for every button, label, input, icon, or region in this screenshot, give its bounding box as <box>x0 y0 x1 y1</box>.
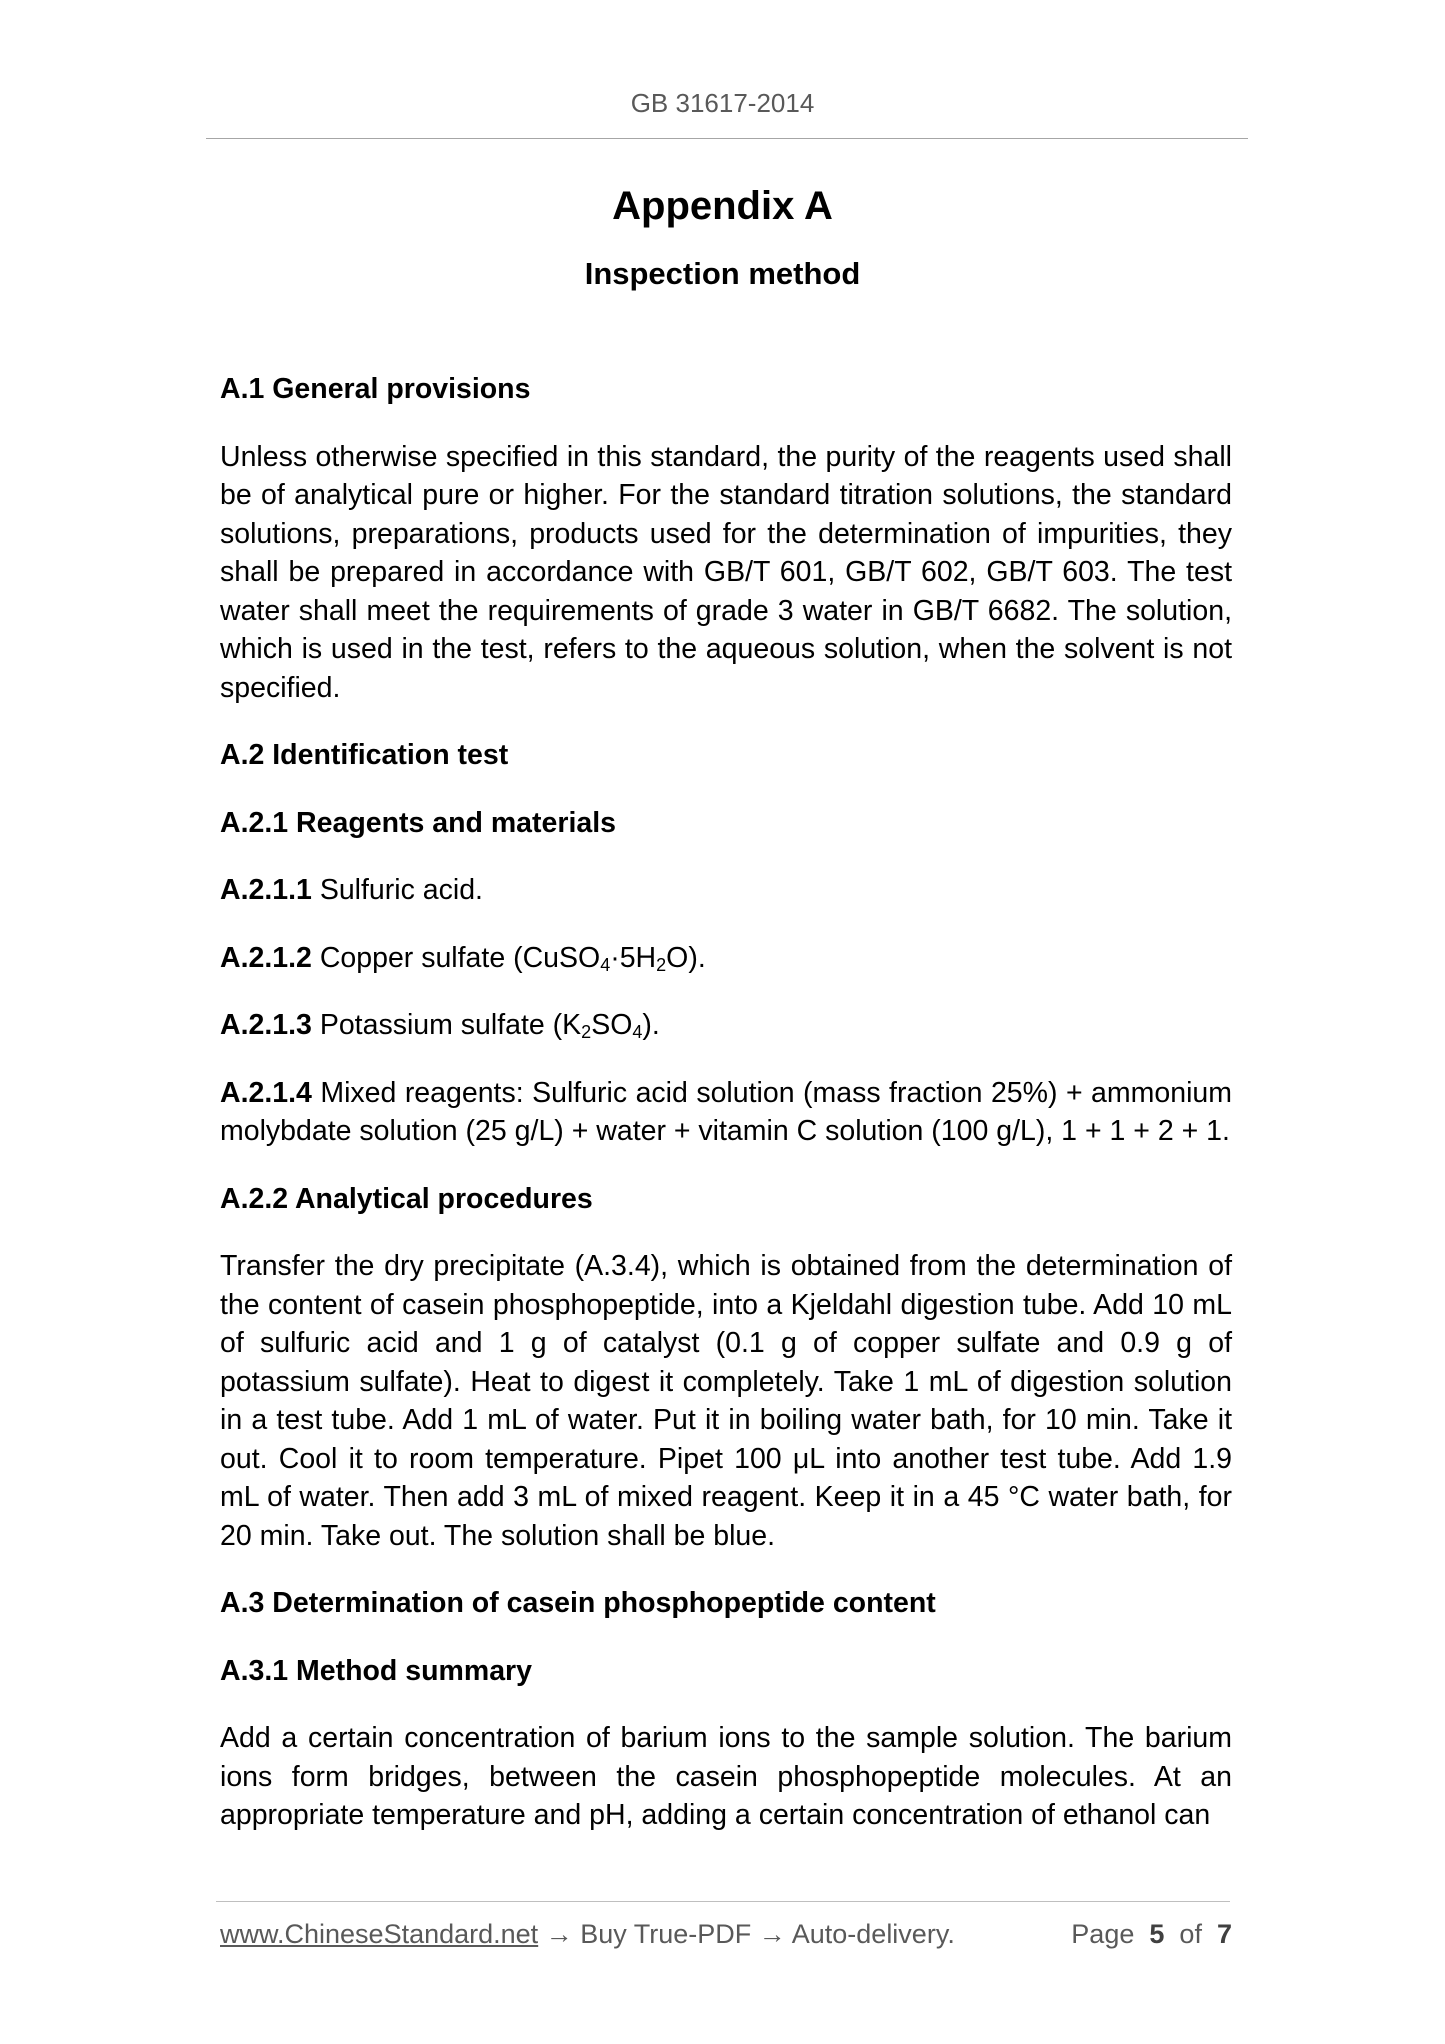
section-heading-a31: A.3.1 Method summary <box>220 1654 532 1687</box>
reagent-number: A.2.1.3 <box>220 1009 312 1041</box>
paragraph-a31: Add a certain concentration of barium ions to the sample solution. The barium ions form bridges, between the casein phosphopeptide molecules. At an appropriate temperature and pH, adding a certain concentration of ethanol can <box>220 1722 1232 1831</box>
reagent-number: A.2.1.4 <box>220 1076 312 1109</box>
section-heading-a21: A.2.1 Reagents and materials <box>220 806 616 839</box>
appendix-subtitle: Inspection method <box>584 256 861 291</box>
reagent-text: Potassium sulfate $(K_2SO_4)$. <box>319 1009 660 1042</box>
reagent-item <box>220 1074 1232 1151</box>
reagent-item <box>220 871 1232 910</box>
section-heading-a1: A.1 General provisions <box>220 373 531 405</box>
paragraph-a22: Transfer the dry precipitate (A.3.4), which is obtained from the determination of the content of casein phosphopeptide, into a Kjeldahl digestion tube. Add 10 mL of sulfuric acid and 1 g of catalyst (0.1 g of copper sulfate and 0.9 g of potassium sulfate). Heat to digest it completely. Take 1 mL of digestion solution in a test tube. Add 1 mL of water. Put it in boiling water bath, for 10 min. Take it out. Cool it to room temperature. Pipet 100 μL into another test tube. Add 1.9 mL of water. Then add 3 mL of mixed reagent. Keep it in a 45 °C water bath, for 20 min. Take out. The solution shall be blue. <box>220 1250 1232 1552</box>
footer-divider <box>216 1901 1230 1902</box>
appendix-title: Appendix A <box>612 184 833 228</box>
footer-promo-text: → Buy True-PDF → Auto-delivery. <box>538 1919 955 1949</box>
section-heading-a3: A.3 Determination of casein phosphopeptide content <box>220 1587 936 1619</box>
page-footer <box>220 1919 1232 1950</box>
page-number: Page 5 of 7 <box>1071 1919 1232 1949</box>
total-pages: 7 <box>1216 1919 1232 1949</box>
reagent-number: A.2.1.2 <box>220 941 312 974</box>
paragraph-a1: Unless otherwise specified in this standard, the purity of the reagents used shall be of analytical pure or higher. For the standard titration solutions, the standard solutions, preparations, products used for the determination of impurities, they shall be prepared in accordance with GB/T 601, GB/T 602, GB/T 603. The test water shall meet the requirements of grade 3 water in GB/T 6682. The solution, which is used in the test, refers to the aqueous solution, when the solvent is not specified. <box>220 440 1232 704</box>
header-divider <box>206 138 1248 139</box>
document-header-code: GB 31617-2014 <box>630 88 815 118</box>
reagent-item <box>220 939 1232 978</box>
reagent-text: Copper sulfate $(CuSO_4\cdot 5H_2O)$. <box>319 941 706 975</box>
reagent-text: Sulfuric acid. <box>319 874 483 906</box>
section-heading-a2: A.2 Identification test <box>220 739 509 771</box>
document-body <box>220 370 1232 1835</box>
reagent-text: Mixed reagents: Sulfuric acid solution (mass fraction 25%) + ammonium molybdate solution (25 g/L) + water + vitamin C solution (100 g/L), 1 + 1 + 2 + 1. <box>220 1076 1232 1147</box>
section-heading-a22: A.2.2 Analytical procedures <box>220 1182 593 1215</box>
website-link[interactable]: www.ChineseStandard.net <box>220 1919 539 1949</box>
reagent-number: A.2.1.1 <box>220 874 312 906</box>
current-page: 5 <box>1149 1919 1165 1949</box>
reagent-item <box>220 1006 1232 1045</box>
